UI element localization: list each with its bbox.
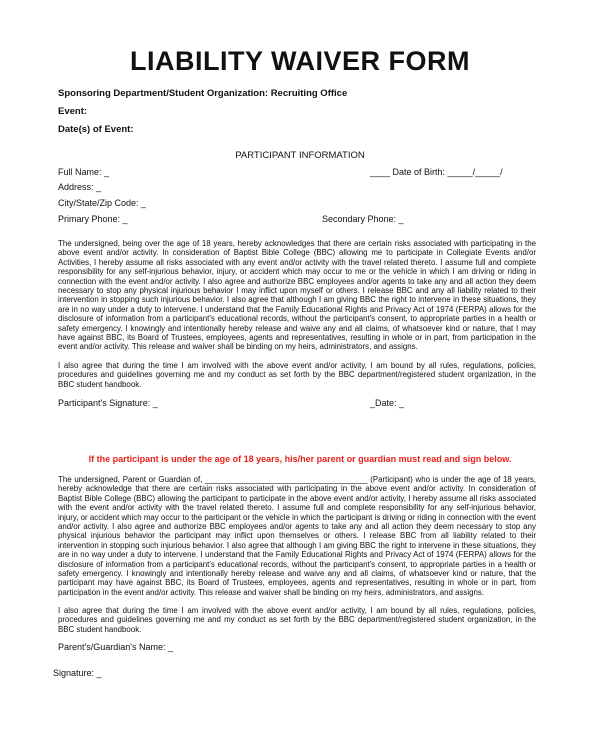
address-field[interactable]: Address: _ [58, 182, 102, 192]
guardian-waiver-paragraph: The undersigned, Parent or Guardian of, _____________________________________ (Participant) who is under the age of 18 years, hereby acknowledge that there are certain risks associated with participating in the above event and/or activity. In consideration of Baptist Bible College (BBC) allowing the participant to participate in the above event and/or activity, I hereby assume all risks associated with the event and/or activity with the travel related thereto. I assume full and complete responsibility for any self-injurious behavior, injury, or accident which may occur to the participant or the vehicle in which the participant is driving or riding in connection with the event and/or activity. I also agree and authorize BBC employees and/or agents to take any and all action they deem necessary to stop any physical injurious behavior the participant may inflict upon themselves or others. I release BBC from all liability related to their intervention in stopping such injurious behavior. I also agree that although I am giving BBC the right to intervene in these situations, they are in no way under a duty to intervene. I understand that the Family Educational Rights and Privacy Act of 1974 (FERPA) allows for the disclosure of information from a participant's educational records, without the participant's consent, to appropriate parties in a health or safety emergency. I knowingly and intentionally hereby release and waive any and all claims, of whatsoever kind or nature, that the participant may have against BBC, its Board of Trustees, employees, agents and representatives, resulting in whole or in part, from participation in the event and/or activity. This release and waiver shall be binding on my heirs, administrators, and assigns. [58, 475, 536, 597]
guardian-name-field[interactable]: Parent's/Guardian's Name: _ [58, 642, 173, 652]
guardian-warning: If the participant is under the age of 18 years, his/her parent or guardian must read and sign below. [88, 454, 512, 464]
participant-signature-field[interactable]: Participant's Signature: _ [58, 398, 158, 408]
primary-phone-field[interactable]: Primary Phone: _ [58, 214, 128, 224]
participant-section-title: PARTICIPANT INFORMATION [235, 150, 365, 161]
participant-rules-paragraph: I also agree that during the time I am involved with the above event and/or activity, I am bound by all rules, regulations, policies, procedures and guidelines governing me and my conduct as set forth by the BBC department/registered student organization, in the BBC student handbook. [58, 361, 536, 389]
event-label: Event: [58, 106, 88, 117]
city-state-zip-field[interactable]: City/State/Zip Code: _ [58, 198, 147, 208]
participant-waiver-paragraph: The undersigned, being over the age of 18 years, hereby acknowledges that there are certain risks associated with participating in the above event and/or activity. In consideration of Baptist Bible College (BBC) allowing me to participate in Collegiate Events and/or Activities, I hereby assume all risks associated with any event and/or activity with the travel related thereto. I assume full and complete responsibility for any self-injurious behavior, injury, or accident which may occur to me or the vehicle in which I am driving or riding in connection with the event and/or activity. I also agree and authorize BBC employees and/or agents to take any and all action they deem necessary to stop any physical injurious behavior I may inflict upon myself or others. I release BBC and any all liability related to their intervention in stopping such injurious behavior. I also agree that although I am giving BBC the right to intervene in these situations, they are in no way under a duty to intervene. I understand that the Family Educational Rights and Privacy Act of 1974 (FERPA) allows for the disclosure of information from a participant's educational records, without the participant's consent, to appropriate parties in a health or safety emergency. I knowingly and intentionally hereby release and waive any and all claims, of whatsoever kind or nature, that I may have against BBC, its Board of Trustees, employees, agents and representatives, resulting in whole or in part, from participation in the event and/or activity. This release and waiver shall be binding on my heirs, administrators, and assigns. [58, 239, 536, 352]
guardian-rules-paragraph: I also agree that during the time I am involved with the above event and/or activity, I am bound by all rules, regulations, policies, procedures and guidelines governing me and my conduct as set forth by the BBC department/registered student organization, in the BBC student handbook. [58, 606, 536, 634]
full-name-field[interactable]: Full Name: _ [58, 167, 110, 177]
date-of-birth-field[interactable]: ____ Date of Birth: _____/_____/ [370, 167, 503, 177]
form-title: LIABILITY WAIVER FORM [130, 46, 470, 76]
participant-date-field[interactable]: _Date: _ [370, 398, 405, 408]
sponsor-label: Sponsoring Department/Student Organization: Recruiting Office [58, 88, 348, 99]
event-dates-label: Date(s) of Event: [58, 124, 134, 135]
secondary-phone-field[interactable]: Secondary Phone: _ [322, 214, 404, 224]
guardian-signature-field[interactable]: Signature: _ [53, 668, 102, 678]
